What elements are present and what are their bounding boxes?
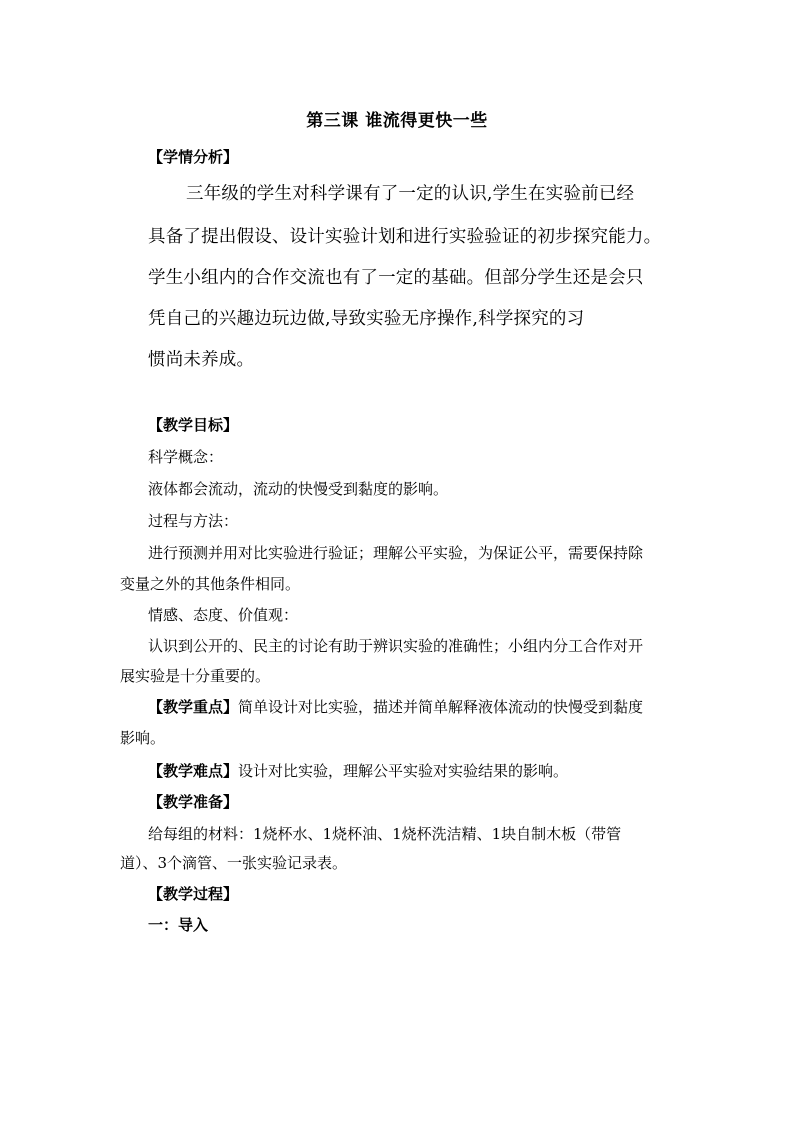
key-point-line-2: 影响。	[120, 729, 166, 747]
process-heading: 【教学过程】	[148, 885, 239, 903]
preparation-line-2: 道）、3个滴管、一张实验记录表。	[120, 854, 348, 872]
attitude-line-2: 展实验是十分重要的。	[120, 667, 271, 685]
key-point-label: 【教学重点】	[148, 698, 239, 716]
analysis-heading: 【学情分析】	[148, 148, 239, 166]
concept-text: 液体都会流动，流动的快慢受到黏度的影响。	[148, 480, 449, 498]
analysis-line-5: 惯尚未养成。	[148, 350, 255, 370]
difficulty-text: 设计对比实验，理解公平实验对实验结果的影响。	[238, 762, 569, 780]
lesson-title: 第三课 谁流得更快一些	[306, 111, 488, 131]
analysis-line-2: 具备了提出假设、设计实验计划和进行实验验证的初步探究能力。	[148, 227, 662, 247]
difficulty-label: 【教学难点】	[148, 762, 239, 780]
difficulty-line	[148, 760, 568, 781]
analysis-line-1: 三年级的学生对科学课有了一定的认识,学生在实验前已经	[186, 184, 635, 204]
method-line-1: 进行预测并用对比实验进行验证；理解公平实验，为保证公平，需要保持除	[148, 544, 644, 562]
analysis-line-3: 学生小组内的合作交流也有了一定的基础。但部分学生还是会只	[148, 268, 644, 288]
key-point-line-1	[148, 696, 643, 717]
key-point-text: 简单设计对比实验，描述并简单解释液体流动的快慢受到黏度	[238, 698, 644, 716]
preparation-line-1: 给每组的材料：1烧杯水、1烧杯油、1烧杯洗洁精、1块自制木板（带管	[148, 825, 622, 843]
method-line-2: 变量之外的其他条件相同。	[120, 575, 301, 593]
attitude-line-1: 认识到公开的、民主的讨论有助于辨识实验的准确性；小组内分工合作对开	[148, 637, 644, 655]
concept-label: 科学概念：	[148, 448, 224, 466]
objectives-heading: 【教学目标】	[148, 416, 239, 434]
attitude-label: 情感、态度、价值观：	[148, 606, 299, 624]
process-step-1: 一：导入	[148, 916, 209, 934]
method-label: 过程与方法：	[148, 512, 239, 530]
analysis-line-4: 凭自己的兴趣边玩边做,导致实验无序操作,科学探究的习	[148, 309, 585, 329]
preparation-heading: 【教学准备】	[148, 793, 239, 811]
